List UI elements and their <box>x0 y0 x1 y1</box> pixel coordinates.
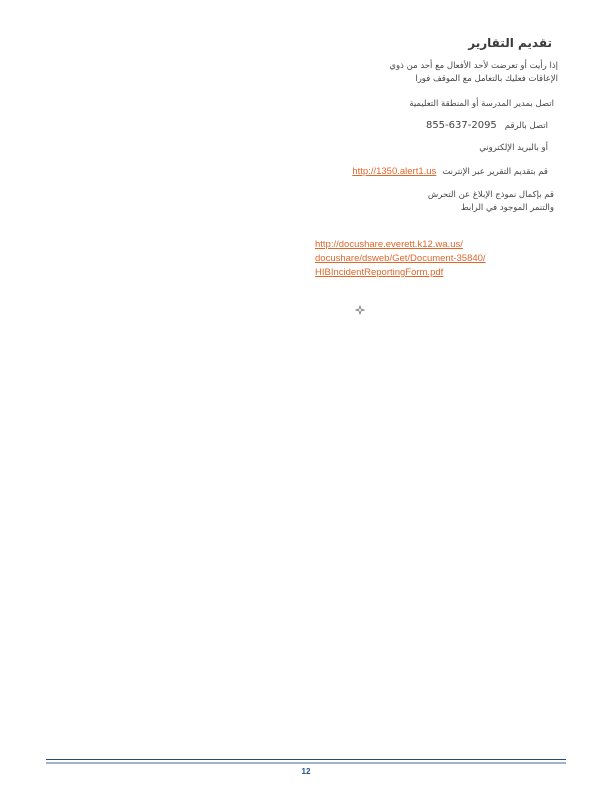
footer-rule-accent <box>46 762 566 764</box>
online-report-line <box>352 166 548 177</box>
form-link-line-3[interactable]: HIBIncidentReportingForm.pdf <box>315 267 444 278</box>
phone-label: اتصل بالرقم <box>504 121 548 131</box>
intro-paragraph: إذا رأيت أو تعرضت لأحد الأفعال مع أحد من ذوي الإعاقات فعليك بالتعامل مع الموقف فورا <box>389 61 558 84</box>
email-line: أو بالبريد الإلكتروني <box>479 143 548 153</box>
online-report-link[interactable]: http://1350.alert1.us <box>352 166 437 177</box>
form-link-line-1[interactable]: http://docushare.everett.k12.wa.us/ <box>315 239 463 250</box>
phone-line <box>426 120 548 131</box>
phone-number: 855-637-2095 <box>425 120 497 131</box>
online-report-label: قم بتقديم التقرير عبر الإنترنت <box>442 167 548 177</box>
form-link[interactable] <box>315 238 535 280</box>
form-instruction: قم بإكمال نموذج الإبلاغ عن التحرش والتنمر الموجود في الرابط <box>427 190 554 213</box>
section-heading: تقديم التقارير <box>468 36 552 50</box>
form-link-line-2[interactable]: docushare/dsweb/Get/Document-35840/ <box>315 253 486 264</box>
footer-rule <box>46 759 566 760</box>
contact-line: اتصل بمدير المدرسة أو المنطقة التعليمية <box>409 99 554 109</box>
page-number: 12 <box>301 767 311 776</box>
sparkle-icon <box>355 305 365 315</box>
